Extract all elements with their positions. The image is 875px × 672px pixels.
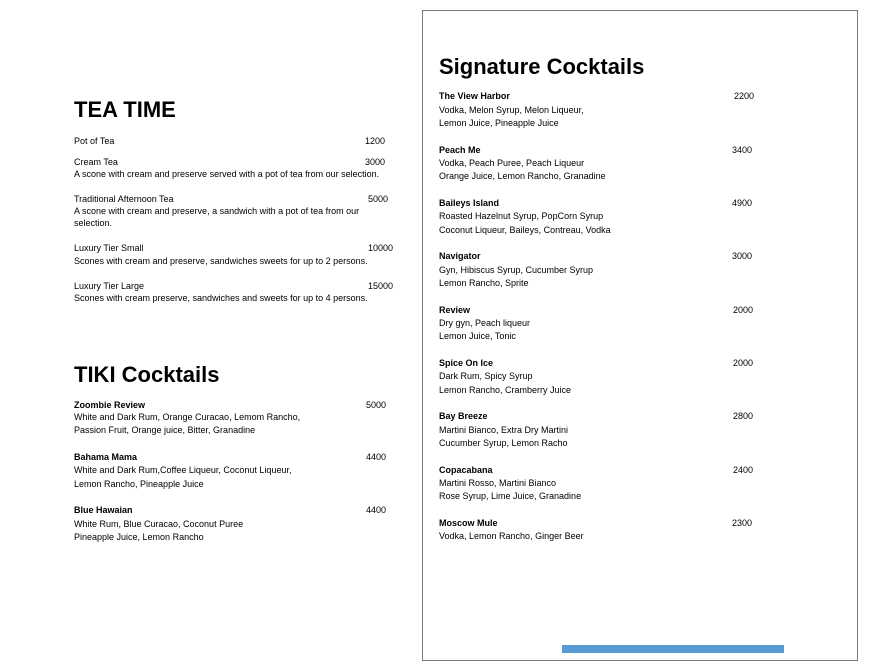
menu-item-name: Navigator [439, 251, 481, 261]
signature-heading: Signature Cocktails [439, 54, 645, 79]
menu-item-desc: Lemon Rancho, Cramberry Juice [439, 385, 572, 395]
menu-item-name: Peach Me [439, 145, 481, 155]
menu-item-price: 2800 [733, 411, 754, 421]
menu-item-desc: Gyn, Hibiscus Syrup, Cucumber Syrup [439, 265, 594, 275]
menu-item-price: 3000 [732, 251, 753, 261]
menu-item-name: Spice On Ice [439, 358, 494, 368]
menu-item-price: 3400 [732, 145, 753, 155]
menu-item-price: 4900 [732, 198, 753, 208]
menu-item-desc: Lemon Juice, Tonic [439, 331, 516, 341]
menu-item-desc: Roasted Hazelnut Syrup, PopCorn Syrup [439, 211, 604, 221]
menu-item-desc: Martini Rosso, Martini Bianco [439, 478, 557, 488]
menu-item-desc: Vodka, Lemon Rancho, Ginger Beer [439, 531, 584, 541]
menu-item-price: 2400 [733, 465, 754, 475]
menu-item-name: Bay Breeze [439, 411, 488, 421]
menu-item-desc: White and Dark Rum,Coffee Liqueur, Coconut Liqueur, [74, 465, 292, 475]
menu-item-price: 2000 [733, 305, 754, 315]
menu-item-name: Pot of Tea [74, 136, 115, 146]
menu-item-name: Blue Hawaian [74, 505, 133, 515]
menu-item-price: 5000 [368, 194, 389, 204]
menu-item-desc: Passion Fruit, Orange juice, Bitter, Granadine [74, 425, 256, 435]
menu-item-price: 4400 [366, 505, 387, 515]
menu-item-price: 2300 [732, 518, 753, 528]
menu-item-price: 1200 [365, 136, 386, 146]
menu-item-price: 10000 [368, 243, 394, 253]
menu-item-name: Luxury Tier Small [74, 243, 144, 253]
menu-item-price: 2200 [734, 91, 755, 101]
menu-item-desc: Orange Juice, Lemon Rancho, Granadine [439, 171, 606, 181]
tiki-heading: TIKI Cocktails [74, 362, 220, 387]
menu-item-price: 15000 [368, 281, 394, 291]
menu-item-desc: Rose Syrup, Lime Juice, Granadine [439, 491, 582, 501]
menu-item-desc: Vodka, Melon Syrup, Melon Liqueur, [439, 105, 584, 115]
menu-item-desc: Dry gyn, Peach liqueur [439, 318, 531, 328]
menu-item-price: 5000 [366, 400, 387, 410]
menu-item-desc: Lemon Rancho, Pineapple Juice [74, 479, 204, 489]
menu-item-desc: Dark Rum, Spicy Syrup [439, 371, 533, 381]
menu-item-name: Baileys Island [439, 198, 500, 208]
menu-item-desc: Vodka, Peach Puree, Peach Liqueur [439, 158, 585, 168]
selection-highlight [562, 645, 784, 653]
menu-item-price: 3000 [365, 157, 386, 167]
menu-item-name: Luxury Tier Large [74, 281, 145, 291]
menu-item-desc: Pineapple Juice, Lemon Rancho [74, 532, 204, 542]
menu-item-desc: Scones with cream preserve, sandwiches and sweets for up to 4 persons. [74, 293, 368, 303]
menu-item-desc: Lemon Rancho, Sprite [439, 278, 529, 288]
menu-item-name: Zoombie Review [74, 400, 146, 410]
menu-item-name: Review [439, 305, 471, 315]
menu-item-desc: Martini Bianco, Extra Dry Martini [439, 425, 569, 435]
menu-item-desc: A scone with cream and preserve served with a pot of tea from our selection. [74, 169, 380, 179]
menu-item-name: Moscow Mule [439, 518, 498, 528]
menu-item-desc: White Rum, Blue Curacao, Coconut Puree [74, 519, 244, 529]
menu-item-desc: Scones with cream and preserve, sandwiches sweets for up to 2 persons. [74, 256, 368, 266]
menu-item-desc: A scone with cream and preserve, a sandwich with a pot of tea from our [74, 206, 360, 216]
menu-item-desc: selection. [74, 218, 113, 228]
tea-time-heading: TEA TIME [74, 97, 176, 122]
menu-item-price: 2000 [733, 358, 754, 368]
menu-item-name: Bahama Mama [74, 452, 138, 462]
menu-item-name: The View Harbor [439, 91, 510, 101]
menu-item-desc: White and Dark Rum, Orange Curacao, Lemom Rancho, [74, 412, 301, 422]
menu-item-name: Copacabana [439, 465, 493, 475]
menu-item-desc: Lemon Juice, Pineapple Juice [439, 118, 559, 128]
menu-item-desc: Cucumber Syrup, Lemon Racho [439, 438, 568, 448]
menu-item-name: Cream Tea [74, 157, 118, 167]
menu-item-desc: Coconut Liqueur, Baileys, Contreau, Vodka [439, 225, 611, 235]
menu-item-name: Traditional Afternoon Tea [74, 194, 174, 204]
menu-item-price: 4400 [366, 452, 387, 462]
